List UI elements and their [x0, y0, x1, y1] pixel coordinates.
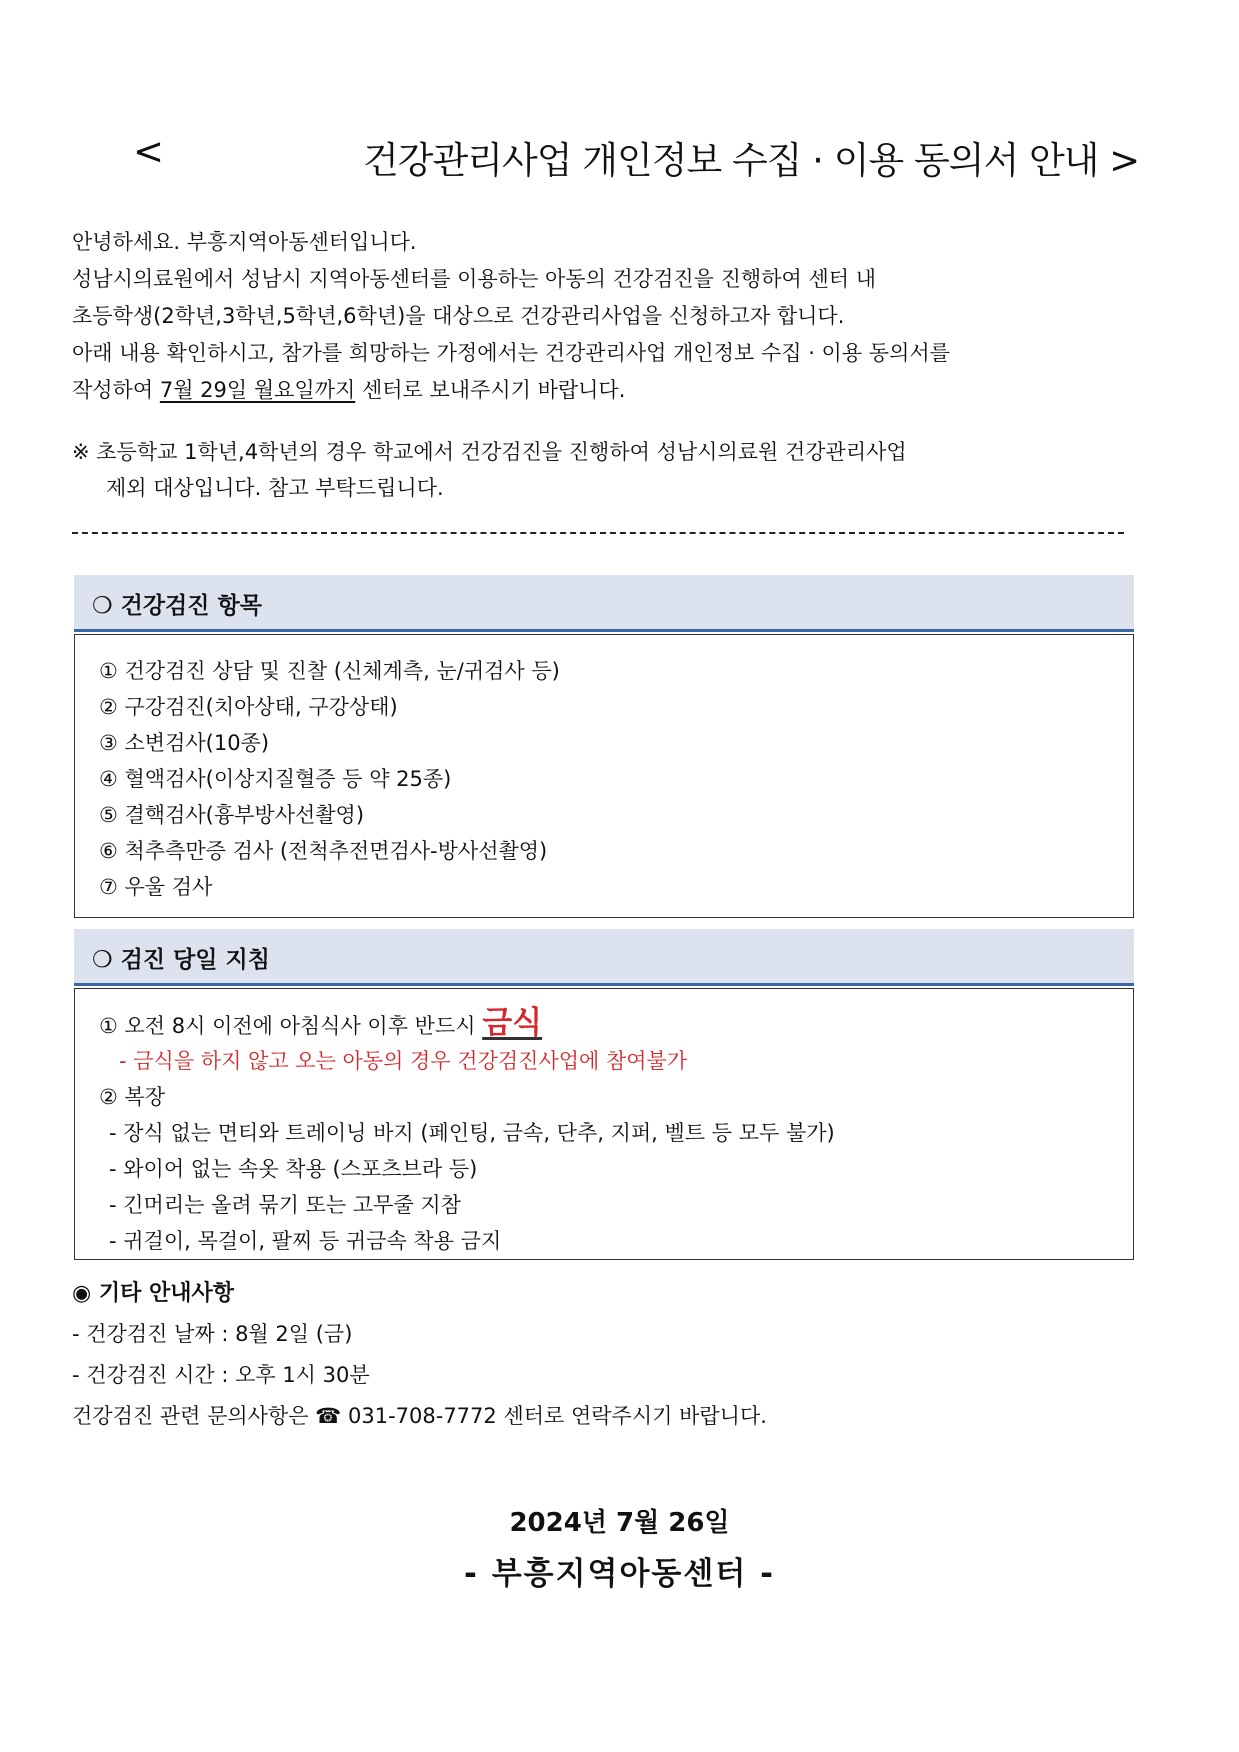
dress-rule-1: - 장식 없는 면티와 트레이닝 바지 (페인팅, 금속, 단추, 지퍼, 벨트 등 모두 불가) — [109, 1121, 835, 1145]
dress-rule-2: - 와이어 없는 속옷 착용 (스포츠브라 등) — [109, 1157, 478, 1181]
intro-line-3: 초등학생(2학년,3학년,5학년,6학년)을 대상으로 건강관리사업을 신청하고자 합니다. — [72, 304, 845, 328]
intro-line-5 — [72, 372, 1152, 409]
checkup-item-3: ③ 소변검사(10종) — [99, 731, 270, 755]
intro-line-1: 안녕하세요. 부흥지역아동센터입니다. — [72, 230, 417, 254]
fasting-warning: - 금식을 하지 않고 오는 아동의 경우 건강검진사업에 참여불가 — [119, 1049, 688, 1073]
fasting-instruction — [99, 997, 542, 1042]
dashed-divider — [72, 532, 1124, 534]
checkup-item-6: ⑥ 척추측만증 검사 (전척추전면검사-방사선촬영) — [99, 839, 548, 863]
center-signature: - 부흥지역아동센터 - — [464, 1556, 775, 1592]
day-guide-box — [74, 988, 1134, 1260]
checkup-items-header — [74, 575, 1134, 632]
intro-paragraph — [72, 224, 1152, 409]
intro-line-2: 성남시의료원에서 성남시 지역아동센터를 이용하는 아동의 건강검진을 진행하여 센터 내 — [72, 267, 876, 291]
note-line-1: ※ 초등학교 1학년,4학년의 경우 학교에서 건강검진을 진행하여 성남시의료원 건강관리사업 — [72, 440, 907, 464]
checkup-date-line: - 건강검진 날짜 : 8월 2일 (금) — [72, 1322, 353, 1346]
title-open-bracket: < — [133, 130, 165, 173]
day-guide-heading: ❍ 검진 당일 지침 — [92, 947, 270, 973]
day-guide-header — [74, 929, 1134, 986]
note-line-2: 제외 대상입니다. 참고 부탁드립니다. — [106, 476, 444, 500]
checkup-items-heading: ❍ 건강검진 항목 — [92, 593, 262, 619]
checkup-items-box — [74, 634, 1134, 918]
checkup-item-1: ① 건강검진 상담 및 진찰 (신체계측, 눈/귀검사 등) — [99, 659, 560, 683]
intro-line-5-post: 센터로 보내주시기 바랍니다. — [355, 378, 626, 402]
checkup-item-5: ⑤ 결핵검사(흉부방사선촬영) — [99, 803, 365, 827]
contact-line: 건강검진 관련 문의사항은 ☎ 031-708-7772 센터로 연락주시기 바랍니다. — [72, 1404, 767, 1428]
etc-heading: ◉ 기타 안내사항 — [72, 1281, 235, 1306]
fasting-emphasis: 금식 — [482, 1005, 543, 1041]
checkup-item-2: ② 구강검진(치아상태, 구강상태) — [99, 695, 398, 719]
deadline-text: 7월 29일 월요일까지 — [159, 378, 356, 402]
checkup-time-line: - 건강검진 시간 : 오후 1시 30분 — [72, 1363, 370, 1387]
fasting-instruction-text: ① 오전 8시 이전에 아침식사 이후 반드시 — [99, 1014, 483, 1038]
exclusion-note — [72, 434, 907, 506]
intro-line-4: 아래 내용 확인하시고, 참가를 희망하는 가정에서는 건강관리사업 개인정보 수집 · 이용 동의서를 — [72, 341, 950, 365]
checkup-item-4: ④ 혈액검사(이상지질혈증 등 약 25종) — [99, 767, 452, 791]
dress-rule-3: - 긴머리는 올려 묶기 또는 고무줄 지참 — [109, 1193, 461, 1217]
dress-rule-4: - 귀걸이, 목걸이, 팔찌 등 귀금속 착용 금지 — [109, 1229, 502, 1253]
document-title — [0, 122, 1239, 182]
title-text: 건강관리사업 개인정보 수집 · 이용 동의서 안내 > — [363, 139, 1140, 182]
dress-code-label: ② 복장 — [99, 1085, 166, 1109]
document-date: 2024년 7월 26일 — [509, 1508, 730, 1538]
intro-line-5-pre: 작성하여 — [72, 378, 160, 402]
checkup-item-7: ⑦ 우울 검사 — [99, 875, 213, 899]
